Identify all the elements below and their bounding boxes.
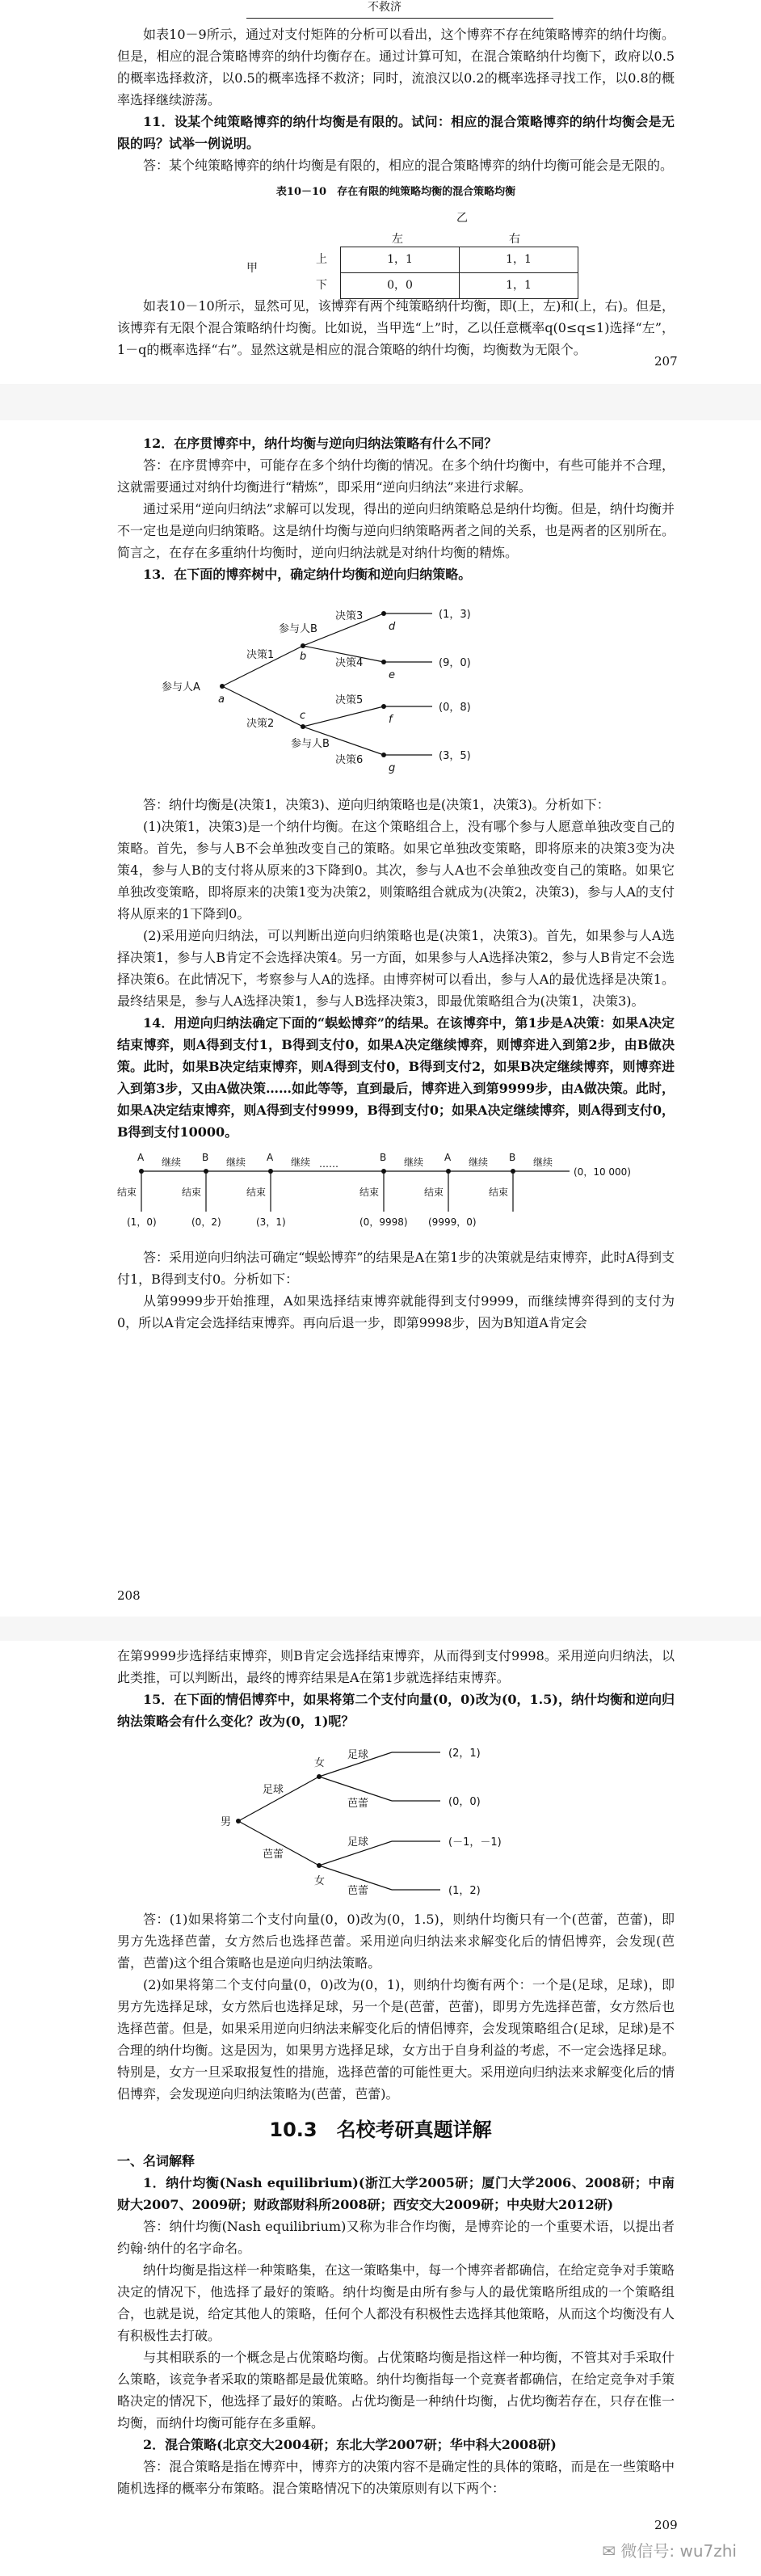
section-title: 10.3 名校考研真题详解 [269,2119,492,2141]
centipede-node-b1: B [202,1152,209,1163]
tree2-man-football: 足球 [263,1784,284,1796]
cell: 1，1 [341,247,460,273]
player-col-label: 乙 [456,212,468,225]
centipede-payoff-5: (9999，0) [428,1216,477,1228]
page-207 [0,0,761,384]
centipede-end-1: 结束 [117,1187,137,1198]
tree-player-b-bottom: 参与人B [291,738,330,750]
cell: 1，1 [460,247,578,273]
tree-payoff-2: (9，0) [439,657,471,669]
page-number: 208 [117,1588,141,1603]
answer-15-part1: 答：(1)如果将第二个支付向量(0，0)改为(0，1.5)，则纳什均衡只有一个(芭蕾，芭蕾)，即男方先选择芭蕾，女方然后也选择芭蕾。采用逆向归纳法来求解变化后的情侣博弈，会发现(芭蕾，芭蕾)这个组合策略也是逆向归纳法策略。 [117,1912,675,1971]
centipede-node-a3: A [444,1152,452,1163]
paragraph: 如表10－10所示，显然可见，该博弈有两个纯策略纳什均衡，即(上，左)和(上，右)。但是，该博弈有无限个混合策略纳什均衡。比如说，当甲选“上”时，乙以任意概率q(0≤q≤1)选择“左”，1－q的概率选择“右”。显然这就是相应的混合策略的纳什均衡，均衡数为无限个。 [117,298,675,357]
centipede-game-diagram [117,1143,675,1240]
tree-decision-5: 决策5 [335,694,364,706]
tree-decision-1: 决策1 [246,649,275,661]
tree-player-b-top: 参与人B [279,623,317,635]
player-row-label: 甲 [246,262,258,275]
table-row [303,273,578,299]
table-caption: 表10－10 存在有限的纯策略均衡的混合策略均衡 [275,186,516,198]
page-gap [0,384,761,420]
tree-payoff-1: (1，3) [439,609,471,621]
answer-14-part1: 答：采用逆向归纳法可确定“蜈蚣博弈”的结果是A在第1步的决策就是结束博弈，此时A得到支付1，B得到支付0。分析如下： [117,1250,675,1287]
centipede-payoff-3: (3，1) [256,1216,286,1228]
watermark-text: 微信号: wu7zhi [620,2541,737,2561]
tree-decision-2: 决策2 [246,718,275,730]
answer-13-part1: 答：纳什均衡是(决策1，决策3)、逆向归纳策略也是(决策1，决策3)。分析如下： [143,797,610,812]
paragraph: 如表10－9所示，通过对支付矩阵的分析可以看出，这个博弈不存在纯策略博弈的纳什均衡。但是，相应的混合策略博弈的纳什均衡存在。通过计算可知，在混合策略纳什均衡下，政府以0.5的概率选择救济，以0.5的概率选择不救济；同时，流浪汉以0.2的概率选择寻找工作，以0.8的概率选择继续游荡。 [117,27,675,108]
table-row [303,247,578,273]
tree2-man: 男 [221,1816,232,1828]
tree2-payoff-2: (0，0) [448,1796,481,1808]
tree-node-b: b [300,651,307,663]
tree2-fb: 芭蕾 [347,1798,369,1810]
game-tree-1 [117,585,675,787]
tree-node-g: g [389,762,396,774]
tree-node-e: e [389,669,395,681]
tree-node-f: f [389,714,393,726]
question-15: 15．在下面的情侣博弈中，如果将第二个支付向量(0，0)改为(0，1.5)，纳什均衡和逆向归纳法策略会有什么变化？改为(0，1)呢？ [117,1692,675,1729]
centipede-end-4: 结束 [359,1187,380,1198]
centipede-node-a2: A [267,1152,274,1163]
tree2-bf: 足球 [347,1836,369,1849]
term-2-heading: 2．混合策略(北京交大2004研；东北大学2007研；华中科大2008研) [143,2437,557,2452]
answer-12-part1: 答：在序贯博弈中，可能存在多个纳什均衡的情况。在多个纳什均衡中，有些可能并不合理，这就需要通过对纳什均衡进行“精炼”，即采用“逆向归纳法”来进行求解。 [117,457,675,495]
row-label-up: 上 [303,247,341,273]
answer-14-part3: 在第9999步选择结束博弈，则B肯定会选择结束博弈，从而得到支付9998。采用逆向归纳法，以此类推，可以判断出，最终的博弈结果是A在第1步就选择结束博弈。 [117,1648,675,1685]
tree-decision-3: 决策3 [335,610,364,622]
tree-payoff-4: (3，5) [439,750,471,762]
col-left-label: 左 [392,233,403,246]
page-208 [0,420,761,1617]
centipede-end-6: 结束 [489,1187,509,1198]
subheading-terms: 一、名词解释 [117,2153,196,2169]
tree2-payoff-3: (－1，－1) [448,1836,502,1849]
tree2-payoff-4: (1，2) [448,1885,481,1897]
page-number: 207 [654,354,678,369]
top-table-fragment [246,0,553,19]
centipede-continue-3: 继续 [291,1157,311,1168]
centipede-payoff-4: (0，9998) [359,1216,408,1228]
col-right-label: 右 [509,233,520,246]
answer-13-part3: (2)采用逆向归纳法，可以判断出逆向归纳策略也是(决策1，决策3)。首先，如果参与人A选择决策1，参与人B肯定不会选择决策4。另一方面，如果参与人A选择决策2，参与人B肯定不会选择决策6。在此情况下，考察参与人A的选择。由博弈树可以看出，参与人A的最优选择是决策1。最终结果是，参与人A选择决策1，参与人B选择决策3，即最优策略组合为(决策1，决策3)。 [117,928,675,1009]
question-14: 14．用逆向归纳法确定下面的“蜈蚣博弈”的结果。在该博弈中，第1步是A决策：如果A决定结束博弈，则A得到支付1，B得到支付0，如果A决定继续博弈，则博弈进入到第2步，由B做决策。此时，如果B决定结束博弈，则A得到支付0，B得到支付2，如果B决定继续博弈，则博弈进入到第3步，又由A做决策……如此等等，直到最后，博弈进入到第9999步，由A做决策。此时，如果A决定结束博弈，则A得到支付9999，B得到支付0；如果A决定继续博弈，则A得到支付0，B得到支付10000。 [117,1015,675,1140]
page-209-body [117,1645,675,2105]
tree2-payoff-1: (2，1) [448,1748,481,1760]
centipede-end-5: 结束 [424,1187,444,1198]
question-12: 12．在序贯博弈中，纳什均衡与逆向归纳法策略有什么不同？ [143,436,498,451]
question-13: 13．在下面的博弈树中，确定纳什均衡和逆向归纳策略。 [143,567,472,582]
tree-node-d: d [389,621,396,633]
tree-node-c: c [300,710,306,722]
tree2-man-ballet: 芭蕾 [263,1849,284,1861]
page-208-body [117,432,675,1334]
tree-decision-6: 决策6 [335,754,364,766]
term-2-answer-1: 答：混合策略是指在博弈中，博弈方的决策内容不是确定性的具体的策略，而是在一些策略中随机选择的概率分布策略。混合策略情况下的决策原则有以下两个： [117,2459,675,2496]
cell: 0，0 [341,273,460,299]
tree2-ff: 足球 [347,1749,369,1761]
answer-11: 答：某个纯策略博弈的纳什均衡是有限的，相应的混合策略博弈的纳什均衡可能会是无限的。 [143,158,674,173]
term-1-answer-2: 纳什均衡是指这样一种策略集，在这一策略集中，每一个博弈者都确信，在给定竞争对手策略决定的情况下，他选择了最好的策略。纳什均衡是由所有参与人的最优策略所组成的一个策略组合，也就是说，给定其他人的策略，任何个人都没有积极性去选择其他策略，从而这个均衡没有人有积极性去打破。 [117,2262,675,2343]
cell: 1，1 [460,273,578,299]
tree-player-a: 参与人A [162,681,200,694]
centipede-continue-4: 继续 [404,1157,424,1168]
centipede-payoff-2: (0，2) [191,1216,221,1228]
centipede-payoff-1: (1，0) [127,1216,157,1228]
tree2-woman-top: 女 [314,1757,326,1769]
battle-of-sexes-tree [117,1732,675,1902]
row-label-down: 下 [303,273,341,299]
centipede-end-3: 结束 [246,1187,267,1198]
centipede-continue-1: 继续 [162,1157,182,1168]
payoff-table-wrap [117,208,675,295]
centipede-node-b3: B [509,1152,516,1163]
tree-payoff-3: (0，8) [439,702,471,714]
tree-decision-4: 决策4 [335,657,364,669]
page-number: 209 [654,2518,678,2532]
top-table-cell: 不救济 [368,1,402,14]
page-207-body [117,0,675,360]
centipede-continue-2: 继续 [226,1157,246,1168]
centipede-payoff-final: (0，10 000) [574,1166,631,1178]
centipede-node-a1: A [137,1152,145,1163]
centipede-node-b2: B [380,1152,387,1163]
payoff-table [303,247,578,299]
page-gap [0,1617,761,1641]
answer-14-part2: 从第9999步开始推理，A如果选择结束博弈就能得到支付9999，而继续博弈得到的支付为0，所以A肯定会选择结束博弈。再向后退一步，即第9998步，因为B知道A肯定会 [117,1293,675,1330]
centipede-continue-6: 继续 [533,1157,553,1168]
question-11: 11．设某个纯策略博弈的纳什均衡是有限的。试问：相应的混合策略博弈的纳什均衡会是无限的吗？试举一例说明。 [117,114,675,151]
centipede-continue-5: 继续 [469,1157,489,1168]
chat-icon: ✉ [602,2541,616,2561]
term-1-answer-3: 与其相联系的一个概念是占优策略均衡。占优策略均衡是指这样一种均衡，不管其对手采取什么策略，该竞争者采取的策略都是最优策略。纳什均衡指每一个竞赛者都确信，在给定竞争对手策略决定的情况下，他选择了最好的策略。占优均衡是一种纳什均衡，占优均衡若存在，只存在惟一均衡，而纳什均衡可能存在多重解。 [117,2350,675,2431]
term-1-heading: 1．纳什均衡(Nash equilibrium)(浙江大学2005研；厦门大学2006、2008研；中南财大2007、2009研；财政部财科所2008研；西安交大2009研；中央财大2012研) [117,2175,675,2212]
page-209-glossary [117,2150,675,2499]
answer-13-part2: (1)决策1，决策3)是一个纳什均衡。在这个策略组合上，没有哪个参与人愿意单独改变自己的策略。首先，参与人B不会单独改变自己的策略。如果它单独改变策略，即将原来的决策3变为决策4，参与人B的支付将从原来的3下降到0。其次，参与人A也不会单独改变自己的策略。如果它单独改变策略，即将原来的决策1变为决策2，则策略组合就成为(决策2，决策3)，参与人A的支付将从原来的1下降到0。 [117,819,675,921]
wechat-watermark [602,2538,737,2561]
centipede-end-2: 结束 [182,1187,202,1198]
tree-node-o: a [218,694,225,706]
centipede-ellipsis: …… [319,1158,338,1170]
tree2-woman-bottom: 女 [314,1875,326,1887]
answer-12-part2: 通过采用“逆向归纳法”求解可以发现，得出的逆向归纳策略总是纳什均衡。但是，纳什均衡并不一定也是逆向归纳策略。这是纳什均衡与逆向归纳策略两者之间的关系，也是两者的区别所在。简言之，在存在多重纳什均衡时，逆向归纳法就是对纳什均衡的精炼。 [117,501,675,560]
tree2-bb: 芭蕾 [347,1885,369,1897]
term-1-answer-1: 答：纳什均衡(Nash equilibrium)又称为非合作均衡，是博弈论的一个重要术语，以提出者约翰·纳什的名字命名。 [117,2219,675,2256]
page-209 [0,1641,761,2576]
answer-15-part2: (2)如果将第二个支付向量(0，0)改为(0，1)，则纳什均衡有两个：一个是(足球，足球)，即男方先选择足球，女方然后也选择足球，另一个是(芭蕾，芭蕾)，即男方先选择芭蕾，女方然后也选择芭蕾。但是，如果采用逆向归纳法来解变化后的情侣博弈，会发现策略组合(足球，足球)是不合理的纳什均衡。这是因为，如果男方选择足球，女方出于自身利益的考虑，不一定会选择足球。特别是，女方一旦采取报复性的措施，选择芭蕾的可能性更大。采用逆向归纳法来求解变化后的情侣博弈，会发现逆向归纳法策略为(芭蕾，芭蕾)。 [117,1977,675,2102]
